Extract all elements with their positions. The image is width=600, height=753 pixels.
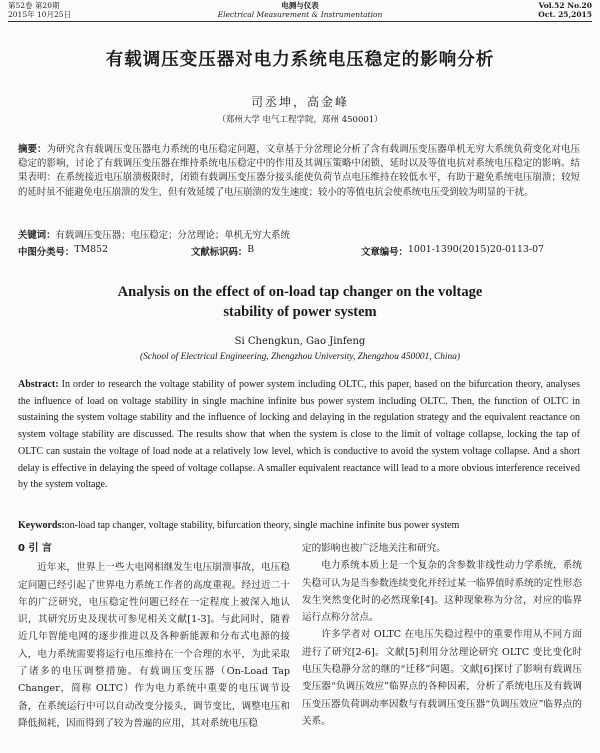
english-authors: Si Chengkun, Gao Jinfeng [234, 336, 366, 347]
chinese-title: 有载调压变压器对电力系统电压稳定的影响分析 [105, 50, 495, 70]
english-title: Analysis on the effect of on-load tap changer on the voltage stability of power system [117, 284, 483, 320]
english-abstract [18, 377, 580, 494]
english-abstract-label: Abstract: [18, 379, 59, 390]
chinese-keywords-text: 有载调压变压器；电压稳定；分岔理论；单机无穷大系统 [55, 230, 290, 241]
english-affiliation: (School of Electrical Engineering, Zhengzhou University, Zhengzhou 450001, China) [139, 352, 461, 362]
header-divider [8, 21, 592, 22]
body-paragraph: 定的影响也被广泛地关注和研究。 [302, 543, 446, 554]
chinese-abstract-text: 为研究含有载调压变压器电力系统的电压稳定问题，文章基于分岔理论分析了含有载调压变压器单机无穷大系统负荷变化对电压稳定的影响，讨论了有载调压变压器在维持系统电压稳定中的作用及其调压策略中闭锁、延时以及等值电抗对系统电压稳定的影响。结果表明：在系统接近电压崩溃极限时，闭锁有载调压变压器分接头能使负荷节点电压维持在较低水平，有助于避免系统电压崩溃；较短的延时虽不能避免电压崩溃的发生，但有效延缓了电压崩溃的发生速度；较小的等值电抗会使系统电压受到较为明显的干扰。 [18, 144, 580, 198]
english-abstract-text: In order to research the voltage stability of power system including OLTC, this paper, based on the bifurcation theory, analyses the influence of load on voltage stability in single machine infinite bus power system including OLTC. Then, the function of OLTC in sustaining the system voltage stability and the influence of locking and delaying in the regulation strategy and the equivalent reactance on system voltage stability are discussed. The results show that when the system is close to the limit of voltage collapse, locking the tap of OLTC can sustain the voltage of load node at a relatively low level, which is conductive to avoid the system voltage collapse. And a short delay is effective in delaying the speed of voltage collapse. A smaller equivalent reactance will lead to a more obvious interference received by the system voltage. [18, 379, 581, 491]
chinese-keywords-label: 关键词： [18, 230, 56, 241]
chinese-abstract-label: 摘要： [18, 144, 47, 155]
clc-code: 中图分类号： TM852 [18, 244, 109, 258]
journal-header [0, 0, 600, 22]
article-number: 文章编号： 1001-1390(2015)20-0113-07 [361, 244, 545, 258]
body-right-column [302, 540, 582, 730]
english-keywords-text: on-load tap changer, voltage stability, bifurcation theory, single machine infinite bus power system [64, 520, 460, 531]
body-paragraph: 许多学者对 OLTC 在电压失稳过程中的重要作用从不同方面进行了研究[2-6]。文献[5]利用分岔理论研究 OLTC 变比变化时电压失稳静分岔的继的“迁移”问题。文献[6]探讨了影响有载调压变压器“负调压效应”临界点的各种因素，分析了系统电压及有载调压变压器负荷调动率因数与有载调压变压器“负调压效应”临界点的关系。 [302, 629, 582, 727]
english-keywords [18, 519, 580, 533]
chinese-keywords [18, 229, 580, 243]
chinese-abstract [18, 143, 580, 200]
body-paragraph: 近年来，世界上一些大电网相继发生电压崩溃事故，电压稳定问题已经引起了世界电力系统工作者的高度重视。经过近二十年的广泛研究，电压稳定性问题已经在一定程度上被深入地认识，其研究历史及现状可参见相关文献[1-3]。与此同时，随着近几年智能电网的逐步推进以及各种新能源和分布式电源的接入，电力系统需要将运行电压维持在一个合理的水平，为此采取了诸多的电压调整措施。有载调压变压器（On-Load Tap Changer，简称 OLTC）作为电力系统中重要的电压调节设备，在系统运行中可以自动改变分接头，调节变比，调整电压和降低损耗，因而得到了较为普遍的应用，其对系统电压稳 [18, 562, 290, 729]
body-left-column [18, 540, 290, 732]
classification-line [18, 244, 580, 258]
section-heading-introduction: 0 引 言 [18, 543, 52, 554]
header-journal-name: 电测与仪表 Electrical Measurement & Instrumentation [217, 1, 383, 19]
body-paragraph: 电力系统本质上是一个复杂的含参数非线性动力学系统，系统失稳可认为是当参数连续变化并经过某一临界值时系统的定性形态发生突然变化时的必然现象[4]。这种现象称为分岔，对应的临界运行点称分岔点。 [302, 560, 582, 624]
chinese-affiliation: （郑州大学 电气工程学院，郑州 450001） [217, 115, 383, 125]
chinese-authors: 司丞坤，高金峰 [250, 95, 349, 109]
document-code: 文献标识码： B [191, 244, 255, 258]
header-issue: Vol.52 No.20 Oct. 25,2015 [538, 1, 592, 19]
english-keywords-label: Keywords: [18, 520, 65, 531]
header-volume: 第52卷 第20期 2015年 10月25日 [8, 1, 72, 19]
